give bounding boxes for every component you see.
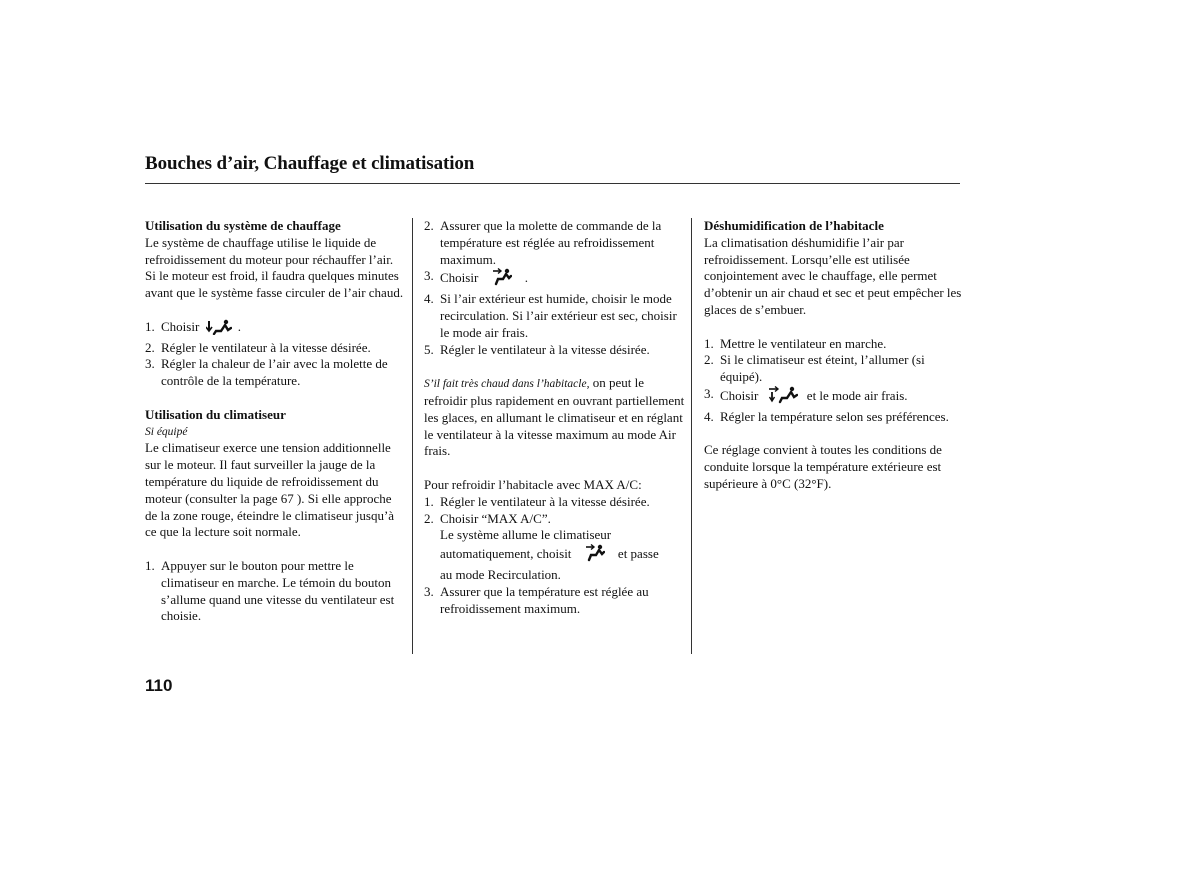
face-vent-icon <box>492 268 512 291</box>
dehumidify-heading: Déshumidification de l’habitacle <box>704 218 884 233</box>
step-number: 2. <box>704 352 714 368</box>
page-title: Bouches d’air, Chauffage et climatisation <box>145 153 475 174</box>
step-text: Appuyer sur le bouton pour mettre le climatiseur en marche. Le témoin du bouton s’allume quand une vitesse du ventilateur est choisie. <box>161 557 395 624</box>
step-number: 3. <box>424 583 434 599</box>
dehumidify-note: Ce réglage convient à toutes les conditions de conduite lorsque la température extérieure est supérieure à 0°C (32°F). <box>704 442 942 491</box>
step-text-after: et le mode air frais. <box>806 387 908 403</box>
step-number: 4. <box>704 408 714 424</box>
step-number: 3. <box>704 385 714 401</box>
step-text: Choisir <box>161 318 200 334</box>
step-number: 3. <box>145 356 155 372</box>
cool-step-5 <box>424 342 686 359</box>
max-step-2 <box>424 511 686 584</box>
dehumidify-step-1 <box>704 336 966 353</box>
step-text: Si l’air extérieur est humide, choisir le mode recirculation. Si l’air extérieur est sec, choisir le mode air frais. <box>440 291 677 340</box>
step-text: Régler la chaleur de l’air avec la molette de contrôle de la température. <box>161 356 388 389</box>
ac-heading: Utilisation du climatiseur <box>145 406 286 422</box>
face-vent-icon <box>585 544 605 567</box>
heating-heading: Utilisation du système de chauffage <box>145 218 341 233</box>
hot-weather-text: on peut le refroidir plus rapidement en ouvrant partiellement les glaces, en allumant le climatiseur et en réglant le ventilateur à la vitesse maximum au mode Air frais. <box>424 375 685 459</box>
max-ac-intro: Pour refroidir l’habitacle avec MAX A/C: <box>424 476 642 492</box>
step-text: Assurer que la température est réglée au refroidissement maximum. <box>440 583 649 616</box>
heating-step-1 <box>145 319 407 340</box>
step-text-after: . <box>524 270 529 286</box>
dehumidify-step-4 <box>704 409 966 426</box>
step-text: Choisir “MAX A/C”. <box>440 510 551 526</box>
heating-paragraph: Le système de chauffage utilise le liquide de refroidissement du moteur pour réchauffer l’air. Si le moteur est froid, il faudra quelques minutes avant que le système fasse circuler de l’air chaud. <box>145 234 404 301</box>
step-number: 1. <box>424 493 434 509</box>
step-text: Régler le ventilateur à la vitesse désirée. <box>161 339 371 355</box>
step-text: Régler la température selon ses préférences. <box>720 408 949 424</box>
heating-step-2 <box>145 340 407 357</box>
floor-defrost-vent-icon <box>768 386 798 409</box>
dehumidify-step-3 <box>704 386 966 409</box>
column-left <box>145 218 407 625</box>
step-number: 2. <box>424 218 434 233</box>
step-number: 1. <box>145 557 155 573</box>
step-text: Choisir <box>440 270 479 286</box>
max-step-3 <box>424 584 686 618</box>
column-divider-2 <box>691 218 692 654</box>
heating-step-3 <box>145 356 407 390</box>
step-text-after: . <box>237 318 242 334</box>
cool-step-4 <box>424 291 686 341</box>
step-number: 2. <box>145 339 155 355</box>
max-step-1 <box>424 494 686 511</box>
step-number: 1. <box>145 318 155 334</box>
step-text: Régler le ventilateur à la vitesse désirée. <box>440 493 650 509</box>
max-step-2-line4: au mode Recirculation. <box>440 566 561 582</box>
cool-step-3 <box>424 268 686 291</box>
floor-vent-icon <box>206 319 232 340</box>
column-divider-1 <box>412 218 413 654</box>
column-right <box>704 218 966 493</box>
ac-equipped-note: Si équipé <box>145 425 188 438</box>
max-step-2-line3 <box>440 544 686 567</box>
step-text: Choisir <box>720 387 759 403</box>
title-rule <box>145 183 960 184</box>
dehumidify-step-2 <box>704 352 966 386</box>
cool-step-2 <box>424 218 686 268</box>
column-middle <box>424 218 686 617</box>
ac-step-1 <box>145 558 407 625</box>
step-text: Régler le ventilateur à la vitesse désirée. <box>440 341 650 357</box>
ac-paragraph: Le climatiseur exerce une tension additionnelle sur le moteur. Il faut surveiller la jauge de la température du liquide de refroidissement du moteur (consulter la page 67 ). Si elle approche de la zone rouge, éteindre le climatiseur jusqu’à ce que la lecture soit normale. <box>145 440 395 540</box>
step-number: 5. <box>424 341 434 357</box>
step-text: automatiquement, choisit <box>440 546 572 562</box>
step-text: Si le climatiseur est éteint, l’allumer (si équipé). <box>720 352 925 385</box>
dehumidify-paragraph: La climatisation déshumidifie l’air par refroidissement. Lorsqu’elle est utilisée conjointement avec le chauffage, elle permet d’obtenir un air chaud et sec et peut empêcher les glaces de s’embuer. <box>704 234 962 317</box>
step-number: 3. <box>424 268 434 284</box>
step-text: Mettre le ventilateur en marche. <box>720 335 887 351</box>
max-step-2-line2: Le système allume le climatiseur <box>440 527 612 543</box>
hot-weather-lead: S’il fait très chaud dans l’habitacle, <box>424 378 590 391</box>
step-number: 1. <box>704 335 714 351</box>
hot-weather-paragraph <box>424 375 686 460</box>
step-text-after: et passe <box>617 546 659 562</box>
page-number: 110 <box>145 676 173 695</box>
step-text: Assurer que la molette de commande de la température est réglée au refroidissement maximum. <box>440 218 662 267</box>
step-number: 4. <box>424 291 434 307</box>
step-number: 2. <box>424 510 434 526</box>
